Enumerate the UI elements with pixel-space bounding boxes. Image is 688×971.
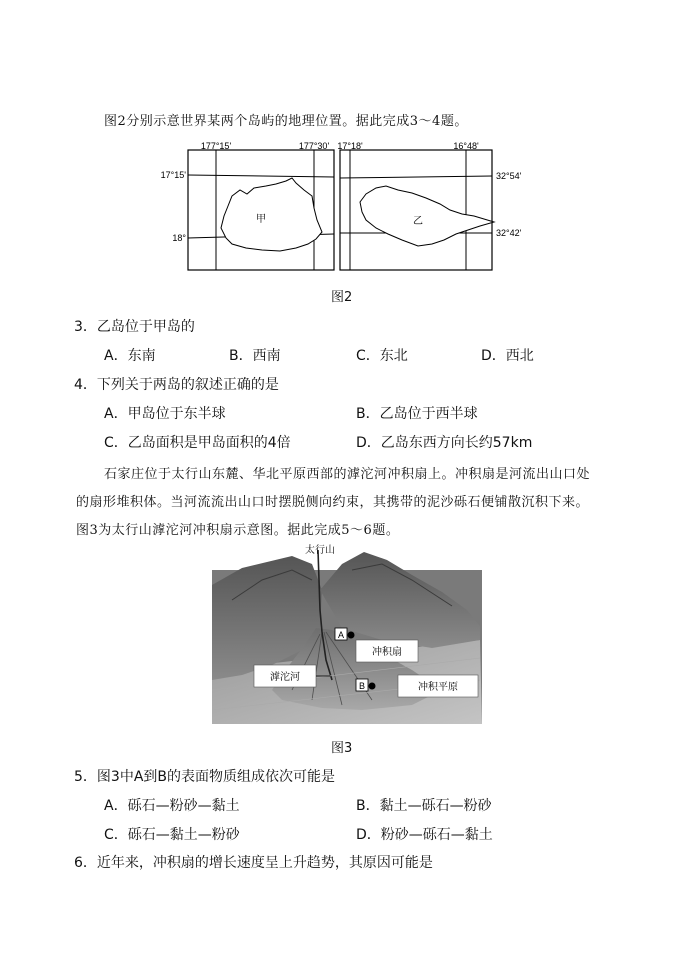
point-a-label: A [337,630,345,640]
q3-option-c: C．东北 [356,348,408,364]
point-b-label: B [358,681,366,691]
map-a-parallel-1 [188,175,334,177]
q3-option-d: D．西北 [481,348,534,364]
q5-option-d: D．粉砂—砾石—黏土 [356,827,493,843]
q3-option-a: A．东南 [104,348,156,364]
passage-line-1: 石家庄位于太行山东麓、华北平原西部的滹沱河冲积扇上。冲积扇是河流出山口处 [104,467,591,482]
q5-option-a: A．砾石—粉砂—黏土 [104,798,240,814]
lat-a1: 17°15' [160,170,186,180]
island-a-label: 甲 [256,214,266,225]
plain-label: 冲积平原 [418,682,458,693]
q3-option-b: B．西南 [229,348,281,364]
figure-2-maps [150,138,530,278]
lon-b2: 16°48' [453,141,479,151]
question-6-stem: 6．近年来，冲积扇的增长速度呈上升趋势，其原因可能是 [74,855,433,871]
figure-3-alluvial-fan [212,540,484,726]
lat-a2: 18° [172,233,186,243]
q5-option-c: C．砾石—黏土—粉砂 [104,827,240,843]
lon-a1: 177°15' [200,141,232,151]
lon-a2: 177°30' [298,141,330,151]
question-5-stem: 5．图3中A到B的表面物质组成依次可能是 [74,769,335,785]
island-b-outline [360,186,494,246]
intro-text: 图2分别示意世界某两个岛屿的地理位置。据此完成3～4题。 [104,114,468,129]
q4-option-a: A．甲岛位于东半球 [104,406,226,422]
question-4-stem: 4．下列关于两岛的叙述正确的是 [74,377,279,393]
river-label: 滹沱河 [270,672,300,683]
island-a-outline [221,178,322,251]
map-b-parallel-1 [340,176,492,178]
lat-b1: 32°54' [496,171,522,181]
point-a-dot [348,632,355,639]
question-3-stem: 3．乙岛位于甲岛的 [74,319,195,335]
figure-2-caption: 图2 [331,290,353,305]
q4-option-d: D．乙岛东西方向长约57km [356,435,533,451]
point-b-dot [369,683,376,690]
fan-label: 冲积扇 [372,647,402,658]
q4-option-b: B．乙岛位于西半球 [356,406,478,422]
passage-line-3: 图3为太行山滹沱河冲积扇示意图。据此完成5～6题。 [76,523,400,538]
lon-b1: 17°18' [337,141,363,151]
island-b-label: 乙 [413,216,423,227]
mountain-label: 太行山 [305,545,335,556]
lat-b2: 32°42' [496,228,522,238]
passage-line-2: 的扇形堆积体。当河流流出山口时摆脱侧向约束，其携带的泥沙砾石便铺散沉积下来。 [76,495,590,510]
q4-option-c: C．乙岛面积是甲岛面积的4倍 [104,435,291,451]
figure-3-caption: 图3 [331,741,353,756]
q5-option-b: B．黏土—砾石—粉砂 [356,798,492,814]
